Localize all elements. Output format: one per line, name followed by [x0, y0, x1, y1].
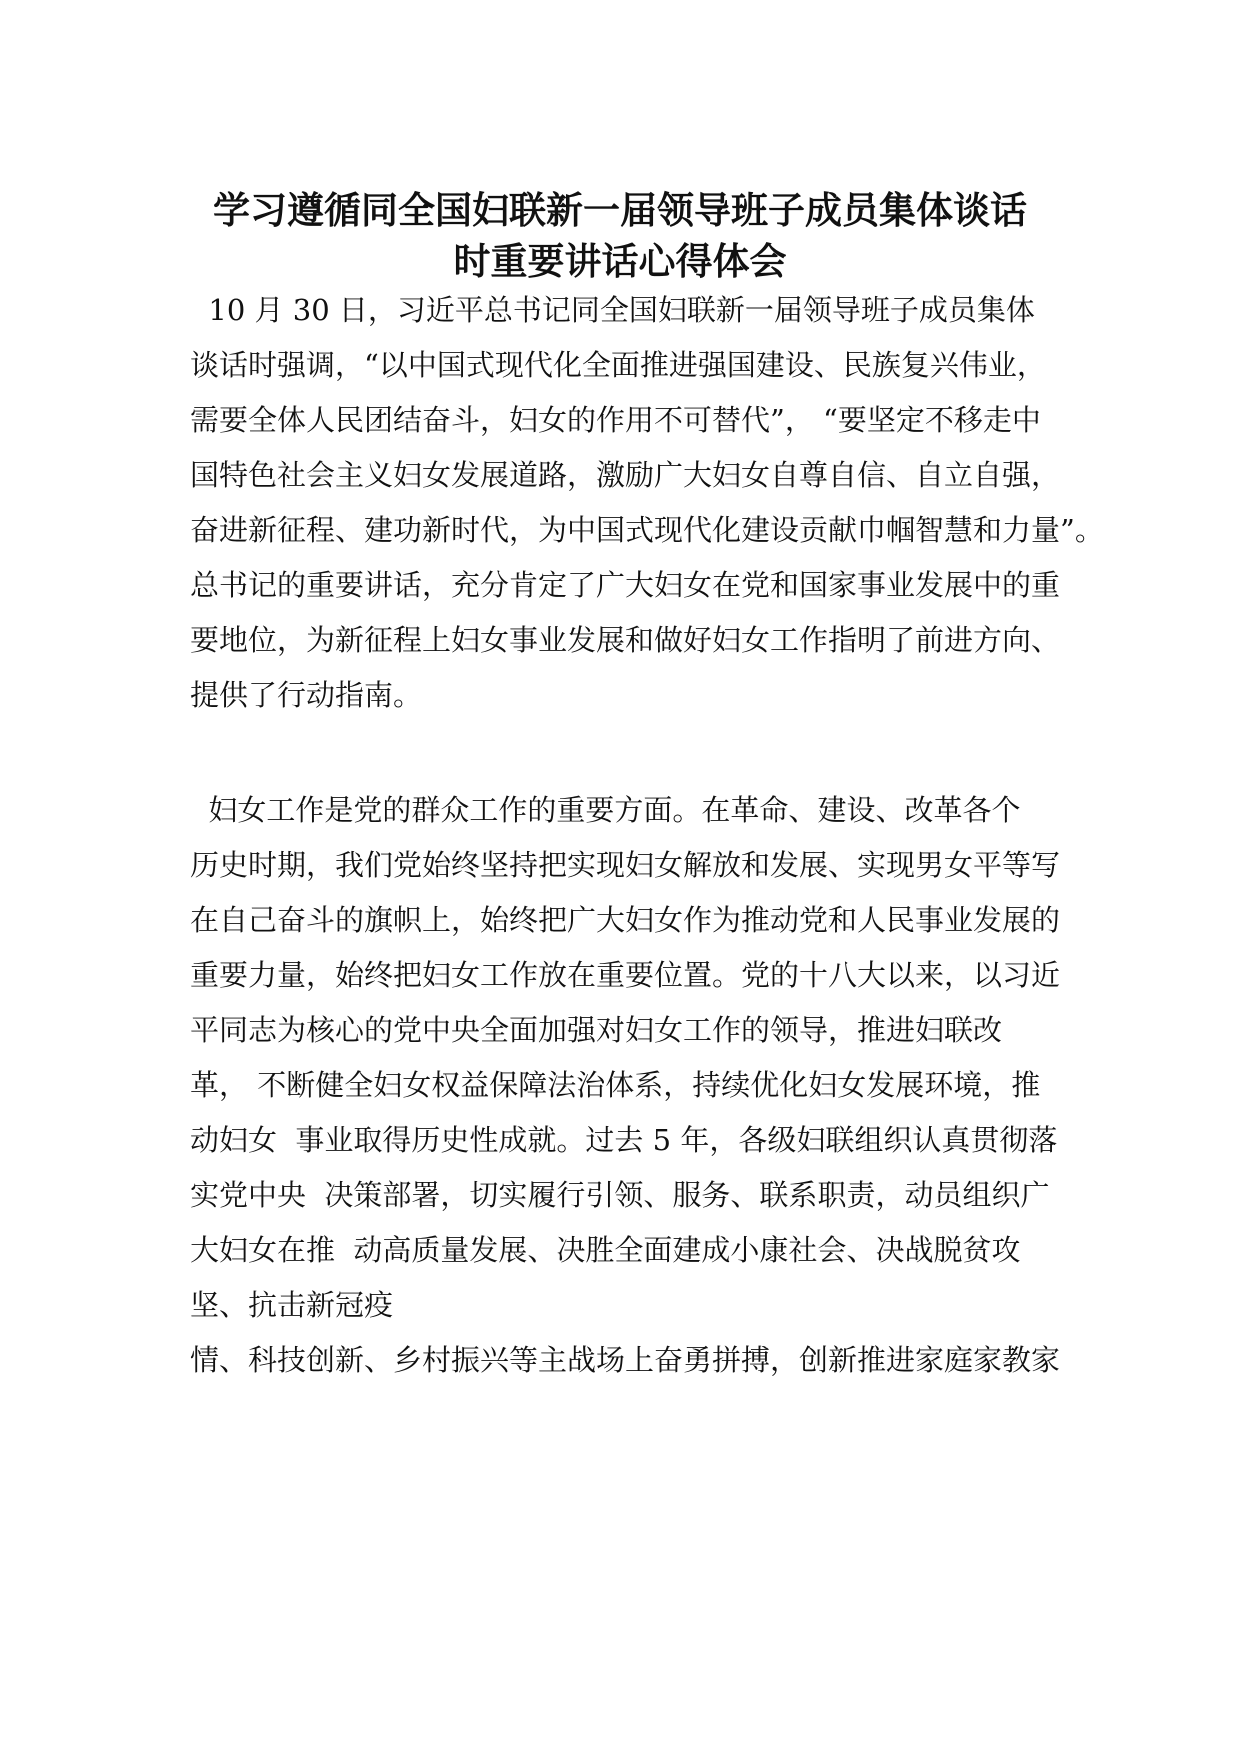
body-line: 动妇女 事业取得历史性成就。过去 5 年，各级妇联组织认真贯彻落 [190, 1123, 1058, 1157]
body-line: 大妇女在推 动高质量发展、决胜全面建成小康社会、决战脱贫攻 [190, 1233, 1021, 1267]
body-line: 需要全体人民团结奋斗，妇女的作用不可替代”， “要坚定不移走中 [190, 403, 1041, 437]
body-line: 提供了行动指南。 [190, 678, 423, 712]
body-line: 谈话时强调，“以中国式现代化全面推进强国建设、民族复兴伟业， [190, 348, 1046, 382]
body-line: 在自己奋斗的旗帜上，始终把广大妇女作为推动党和人民事业发展的 [190, 903, 1061, 937]
body-line: 重要力量，始终把妇女工作放在重要位置。党的十八大以来，以习近 [190, 958, 1061, 992]
body-line: 平同志为核心的党中央全面加强对妇女工作的领导，推进妇联改 [190, 1013, 1003, 1047]
body-line: 要地位，为新征程上妇女事业发展和做好妇女工作指明了前进方向、 [190, 623, 1061, 657]
body-line: 奋进新征程、建功新时代，为中国式现代化建设贡献巾帼智慧和力量”。 [190, 513, 1104, 547]
body-line: 情、科技创新、乡村振兴等主战场上奋勇拼搏，创新推进家庭家教家 [190, 1343, 1061, 1377]
body-line: 国特色社会主义妇女发展道路，激励广大妇女自尊自信、自立自强， [190, 458, 1061, 492]
body-line: 革， 不断健全妇女权益保障法治体系，持续优化妇女发展环境，推 [190, 1068, 1041, 1102]
body-line: 历史时期，我们党始终坚持把实现妇女解放和发展、实现男女平等写 [190, 848, 1061, 882]
document-title-line-2: 时重要讲话心得体会 [453, 240, 787, 283]
body-line: 10 月 30 日，习近平总书记同全国妇联新一届领导班子成员集体 [190, 293, 1035, 327]
document-title-line-1: 学习遵循同全国妇联新一届领导班子成员集体谈话 [213, 189, 1027, 232]
body-line: 实党中央 决策部署，切实履行引领、服务、联系职责，动员组织广 [190, 1178, 1050, 1212]
body-line: 总书记的重要讲话，充分肯定了广大妇女在党和国家事业发展中的重 [190, 568, 1061, 602]
body-line: 坚、抗击新冠疫 [190, 1288, 394, 1322]
body-line: 妇女工作是党的群众工作的重要方面。在革命、建设、改革各个 [190, 793, 1021, 827]
